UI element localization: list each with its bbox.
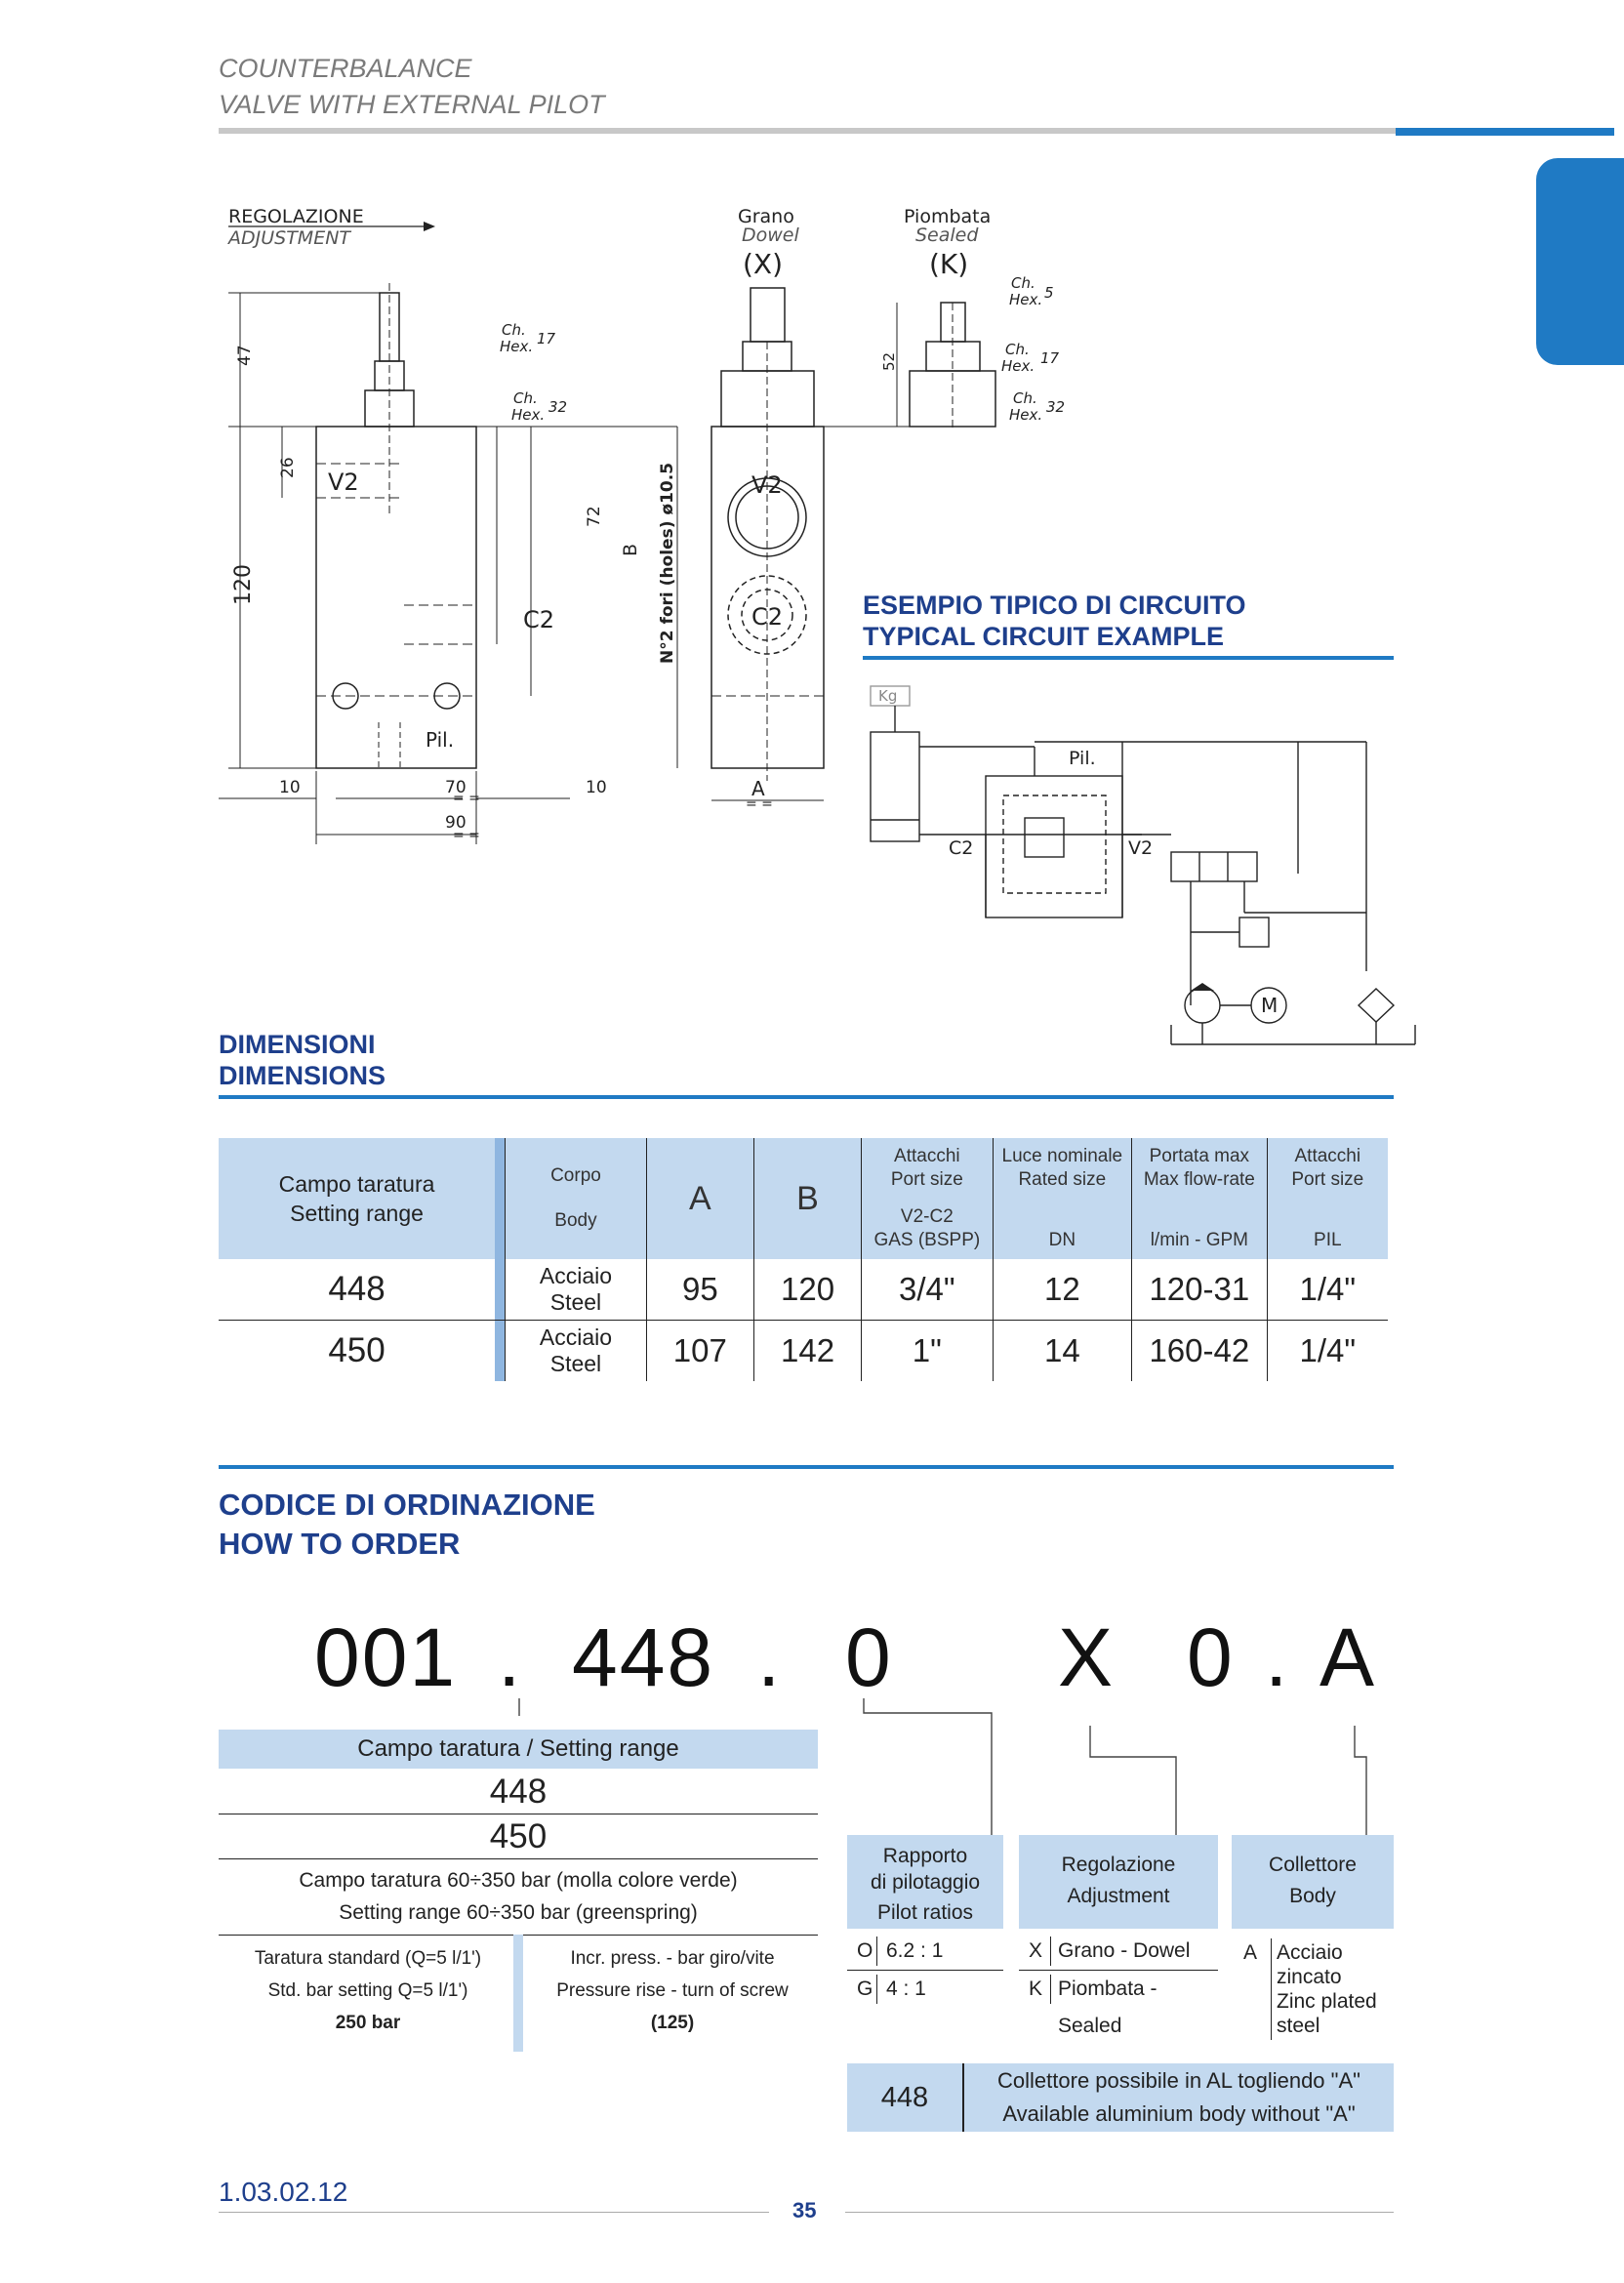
- filter-icon: [1359, 989, 1394, 1022]
- body-header: [1232, 1835, 1394, 1929]
- cell-separator: [495, 1259, 506, 1321]
- note-text: [964, 2063, 1394, 2132]
- order-code-dot-2: .: [757, 1611, 783, 1703]
- list-item: [847, 1933, 1003, 1971]
- pilot-ratio-value: 6.2 : 1: [886, 1939, 944, 1962]
- adjustment-header-it: Regolazione: [1061, 1854, 1176, 1876]
- cell-setting: 448: [219, 1259, 495, 1321]
- col-body-it: Corpo: [550, 1165, 601, 1186]
- circuit-title-it: ESEMPIO TIPICO DI CIRCUITO: [863, 591, 1246, 620]
- note-text-it: Collettore possibile in AL togliendo "A": [997, 2068, 1360, 2093]
- body-desc-4: steel: [1277, 2015, 1320, 2037]
- adjustment-header: [1019, 1835, 1218, 1929]
- cell-body: [506, 1321, 647, 1382]
- setting-option-450: 450: [219, 1815, 818, 1859]
- cell-body: [506, 1259, 647, 1321]
- body-header-it: Collettore: [1269, 1854, 1357, 1876]
- circuit-rule: [863, 656, 1394, 660]
- circuit-v2: V2: [1128, 837, 1154, 859]
- cell-port: 1": [862, 1321, 993, 1382]
- order-code-part-2: 448: [572, 1611, 715, 1703]
- dim-10-left: 10: [279, 778, 301, 797]
- cell-a: 95: [646, 1259, 753, 1321]
- label-hex-17-right: Hex.: [1001, 357, 1035, 375]
- pilot-ratio-code: G: [857, 1977, 873, 2000]
- col-rated-it: Luce nominale: [1001, 1146, 1123, 1166]
- cell-port: 3/4": [862, 1259, 993, 1321]
- dim-70: 70: [445, 778, 467, 797]
- pilot-ratio-code: O: [857, 1939, 873, 1962]
- order-code-dot-3: .: [1265, 1611, 1290, 1703]
- dim-26: 26: [278, 457, 298, 478]
- dimensions-title-en: DIMENSIONS: [219, 1061, 386, 1090]
- dim-72: 72: [585, 506, 604, 527]
- label-ch-32: Ch.: [513, 389, 538, 407]
- adjustment-header-en: Adjustment: [1067, 1885, 1170, 1907]
- pressure-rise-value: (125): [650, 2013, 695, 2033]
- order-code-part-1: 001: [314, 1611, 458, 1703]
- order-code-part-6: A: [1320, 1611, 1377, 1703]
- dim-a: A: [751, 777, 765, 800]
- pressure-rise-en: Pressure rise - turn of screw: [556, 1980, 789, 2001]
- note-text-en: Available aluminium body without "A": [1002, 2101, 1356, 2126]
- standard-setting-it: Taratura standard (Q=5 l/1'): [254, 1948, 482, 1969]
- setting-note-it: Campo taratura 60÷350 bar (molla colore verde): [299, 1869, 738, 1892]
- col-flow-rate: [1132, 1138, 1268, 1259]
- dim-10-right: 10: [586, 778, 607, 797]
- setting-note: [219, 1864, 818, 1929]
- circuit-pil: Pil.: [1069, 748, 1096, 769]
- adjustment-list: [1019, 1933, 1218, 2037]
- list-item: [1019, 1971, 1218, 2037]
- dim-90: 90: [445, 813, 467, 833]
- col-body-en: Body: [554, 1210, 597, 1231]
- relief-valve: [1239, 917, 1269, 947]
- drawing-piombata: Piombata: [904, 206, 992, 227]
- drawing-k-label: (K): [929, 248, 969, 280]
- side-dowel: [751, 288, 785, 342]
- label-17-left: 17: [537, 330, 556, 347]
- cell-flow: 160-42: [1132, 1321, 1268, 1382]
- label-hex-32: Hex.: [511, 406, 546, 424]
- adjustment-code: K: [1029, 1977, 1043, 2000]
- setting-note-en: Setting range 60÷350 bar (greenspring): [339, 1901, 698, 1924]
- label-5: 5: [1044, 284, 1054, 302]
- cell-dn: 14: [993, 1321, 1132, 1382]
- body-desc-1: Acciaio: [1277, 1941, 1343, 1964]
- dimensions-title: [219, 1029, 386, 1091]
- col-pil-it: Attacchi: [1294, 1146, 1361, 1166]
- body-header-en: Body: [1289, 1885, 1336, 1907]
- col-pil-code: PIL: [1314, 1230, 1342, 1250]
- label-c2-side: C2: [751, 603, 784, 631]
- cell-dn: 12: [993, 1259, 1132, 1321]
- body-description: [1277, 1940, 1377, 2038]
- pilot-ratio-it-2: di pilotaggio: [870, 1871, 981, 1894]
- list-item: [847, 1971, 1003, 2008]
- circuit-m: M: [1261, 994, 1279, 1017]
- label-holes: N°2 fori (holes) ø10.5: [658, 462, 677, 664]
- order-code-part-3: 0: [845, 1611, 893, 1703]
- cell-setting: 450: [328, 1331, 386, 1369]
- valve-symbol-box: [1003, 795, 1106, 893]
- dim-52: 52: [880, 351, 898, 371]
- col-setting-range: [219, 1138, 495, 1259]
- header-line-2: VALVE WITH EXTERNAL PILOT: [219, 90, 605, 119]
- col-flow-en: Max flow-rate: [1143, 1169, 1255, 1190]
- adjust-screw: [380, 293, 399, 361]
- body-code: A: [1243, 1941, 1258, 1964]
- cell-pil: 1/4": [1267, 1321, 1388, 1382]
- standard-setting-en: Std. bar setting Q=5 l/1'): [267, 1980, 468, 2001]
- dim-b: B: [620, 543, 641, 556]
- order-code-part-4: X: [1058, 1611, 1116, 1703]
- cell-a: 107: [646, 1321, 753, 1382]
- col-pil-port: [1267, 1138, 1388, 1259]
- dim-120: 120: [231, 564, 256, 605]
- cell-body-en: Steel: [549, 1351, 602, 1376]
- order-title-it: CODICE DI ORDINAZIONE: [219, 1488, 595, 1522]
- cell-body-it: Acciaio: [539, 1325, 613, 1350]
- col-flow-it: Portata max: [1149, 1146, 1250, 1166]
- dim-a-eq: = =: [746, 796, 773, 812]
- cylinder: [871, 732, 919, 841]
- label-hex-17: Hex.: [500, 338, 534, 355]
- col-setting-en: Setting range: [290, 1201, 424, 1226]
- cell-flow: 120-31: [1132, 1259, 1268, 1321]
- cell-body-en: Steel: [549, 1289, 602, 1315]
- col-rated-dn: DN: [1048, 1230, 1076, 1250]
- label-32-right: 32: [1046, 398, 1066, 416]
- drawing-x-label: (X): [743, 248, 784, 280]
- footer-code: 1.03.02.12: [219, 2177, 348, 2207]
- circuit-kg: Kg: [878, 687, 898, 705]
- standard-setting: [219, 1942, 517, 2039]
- setting-separator: [513, 1935, 523, 2052]
- cell-separator: [495, 1321, 506, 1382]
- pressure-rise: [527, 1942, 818, 2039]
- label-ch-17: Ch.: [502, 321, 526, 339]
- side-tab: [1536, 158, 1624, 365]
- dimensions-title-it: DIMENSIONI: [219, 1030, 376, 1059]
- body-desc-2: zincato: [1277, 1966, 1342, 1988]
- col-flow-unit: l/min - GPM: [1150, 1230, 1248, 1250]
- drawing-adjustment: ADJUSTMENT: [228, 227, 351, 249]
- directional-valve: [1171, 852, 1257, 881]
- label-hex-32-right: Hex.: [1009, 406, 1043, 424]
- dimensions-table: [219, 1138, 1388, 1381]
- page-header: [219, 51, 605, 123]
- label-v2-front: V2: [328, 469, 359, 496]
- adjustment-code: X: [1029, 1939, 1043, 1962]
- adjustment-arrow-icon: [424, 222, 435, 231]
- page-number: 35: [792, 2198, 817, 2222]
- order-code-part-5: 0: [1187, 1611, 1235, 1703]
- footer-rule-right: [845, 2212, 1394, 2213]
- col-rated-size: [993, 1138, 1132, 1259]
- label-17-right: 17: [1040, 349, 1060, 367]
- dimensions-header-row: [219, 1138, 1388, 1259]
- setting-range-header: Campo taratura / Setting range: [219, 1730, 818, 1769]
- adjustment-value: Grano - Dowel: [1058, 1939, 1191, 1962]
- pressure-rise-it: Incr. press. - bar giro/vite: [570, 1948, 775, 1969]
- col-separator: [495, 1138, 506, 1259]
- header-line-1: COUNTERBALANCE: [219, 54, 472, 83]
- col-b: B: [753, 1138, 861, 1259]
- dimensions-rule: [219, 1095, 1394, 1099]
- cell-b: 120: [753, 1259, 861, 1321]
- col-pil-en: Port size: [1291, 1169, 1364, 1190]
- setting-option-448: 448: [219, 1771, 818, 1814]
- col-a: A: [646, 1138, 753, 1259]
- valve-element: [1025, 818, 1064, 857]
- col-port-size: [862, 1138, 993, 1259]
- order-title: [219, 1486, 595, 1564]
- order-rule: [219, 1465, 1394, 1469]
- label-ch-17-right: Ch.: [1005, 341, 1030, 358]
- label-32-left: 32: [548, 398, 568, 416]
- label-v2-side: V2: [751, 471, 783, 499]
- circuit-title: [863, 590, 1246, 652]
- circuit-c2: C2: [949, 837, 974, 859]
- col-rated-en: Rated size: [1018, 1169, 1107, 1190]
- label-c2-front: C2: [523, 606, 555, 633]
- adjustment-value: Piombata - Sealed: [1058, 1977, 1157, 2037]
- col-setting-it: Campo taratura: [278, 1171, 435, 1197]
- standard-setting-value: 250 bar: [335, 2013, 401, 2033]
- drawing-regolazione: REGOLAZIONE: [228, 206, 364, 227]
- drawing-grano: Grano: [738, 206, 794, 227]
- pilot-ratio-it-1: Rapporto: [882, 1845, 968, 1867]
- table-row: [219, 1321, 1388, 1382]
- drawing-dowel: Dowel: [742, 224, 799, 246]
- header-rule: [219, 128, 1396, 134]
- order-code-dot-1: .: [498, 1611, 523, 1703]
- col-port-it: Attacchi: [894, 1146, 960, 1166]
- order-title-en: HOW TO ORDER: [219, 1527, 461, 1561]
- label-pil-front: Pil.: [426, 728, 455, 752]
- note-code: 448: [847, 2063, 964, 2132]
- table-row: [219, 1259, 1388, 1321]
- pilot-ratio-value: 4 : 1: [886, 1977, 926, 2000]
- cell-body-it: Acciaio: [539, 1263, 613, 1288]
- label-ch-5: Ch.: [1011, 274, 1035, 292]
- label-hex-5: Hex.: [1009, 291, 1043, 308]
- dim-90-eq: = =: [453, 828, 480, 843]
- col-port-en: Port size: [890, 1169, 963, 1190]
- pilot-ratio-list: [847, 1933, 1003, 2008]
- body-desc-3: Zinc plated: [1277, 1990, 1377, 2013]
- dim-70-eq: = =: [453, 791, 480, 806]
- footer-rule-left: [219, 2212, 769, 2213]
- label-ch-32-right: Ch.: [1013, 389, 1037, 407]
- circuit-diagram: [859, 678, 1425, 1059]
- pilot-ratio-header: [847, 1835, 1003, 1929]
- list-item: [1019, 1933, 1218, 1971]
- pilot-ratio-en: Pilot ratios: [876, 1901, 974, 1924]
- col-body: [506, 1138, 647, 1259]
- col-port-v2c2: V2-C2: [900, 1206, 954, 1227]
- header-rule-accent: [1396, 128, 1614, 136]
- cell-b: 142: [753, 1321, 861, 1382]
- dim-47: 47: [235, 345, 255, 366]
- drawing-sealed: Sealed: [915, 224, 979, 246]
- cell-pil: 1/4": [1267, 1259, 1388, 1321]
- col-port-gas: GAS (BSPP): [873, 1230, 981, 1250]
- circuit-title-en: TYPICAL CIRCUIT EXAMPLE: [863, 622, 1225, 651]
